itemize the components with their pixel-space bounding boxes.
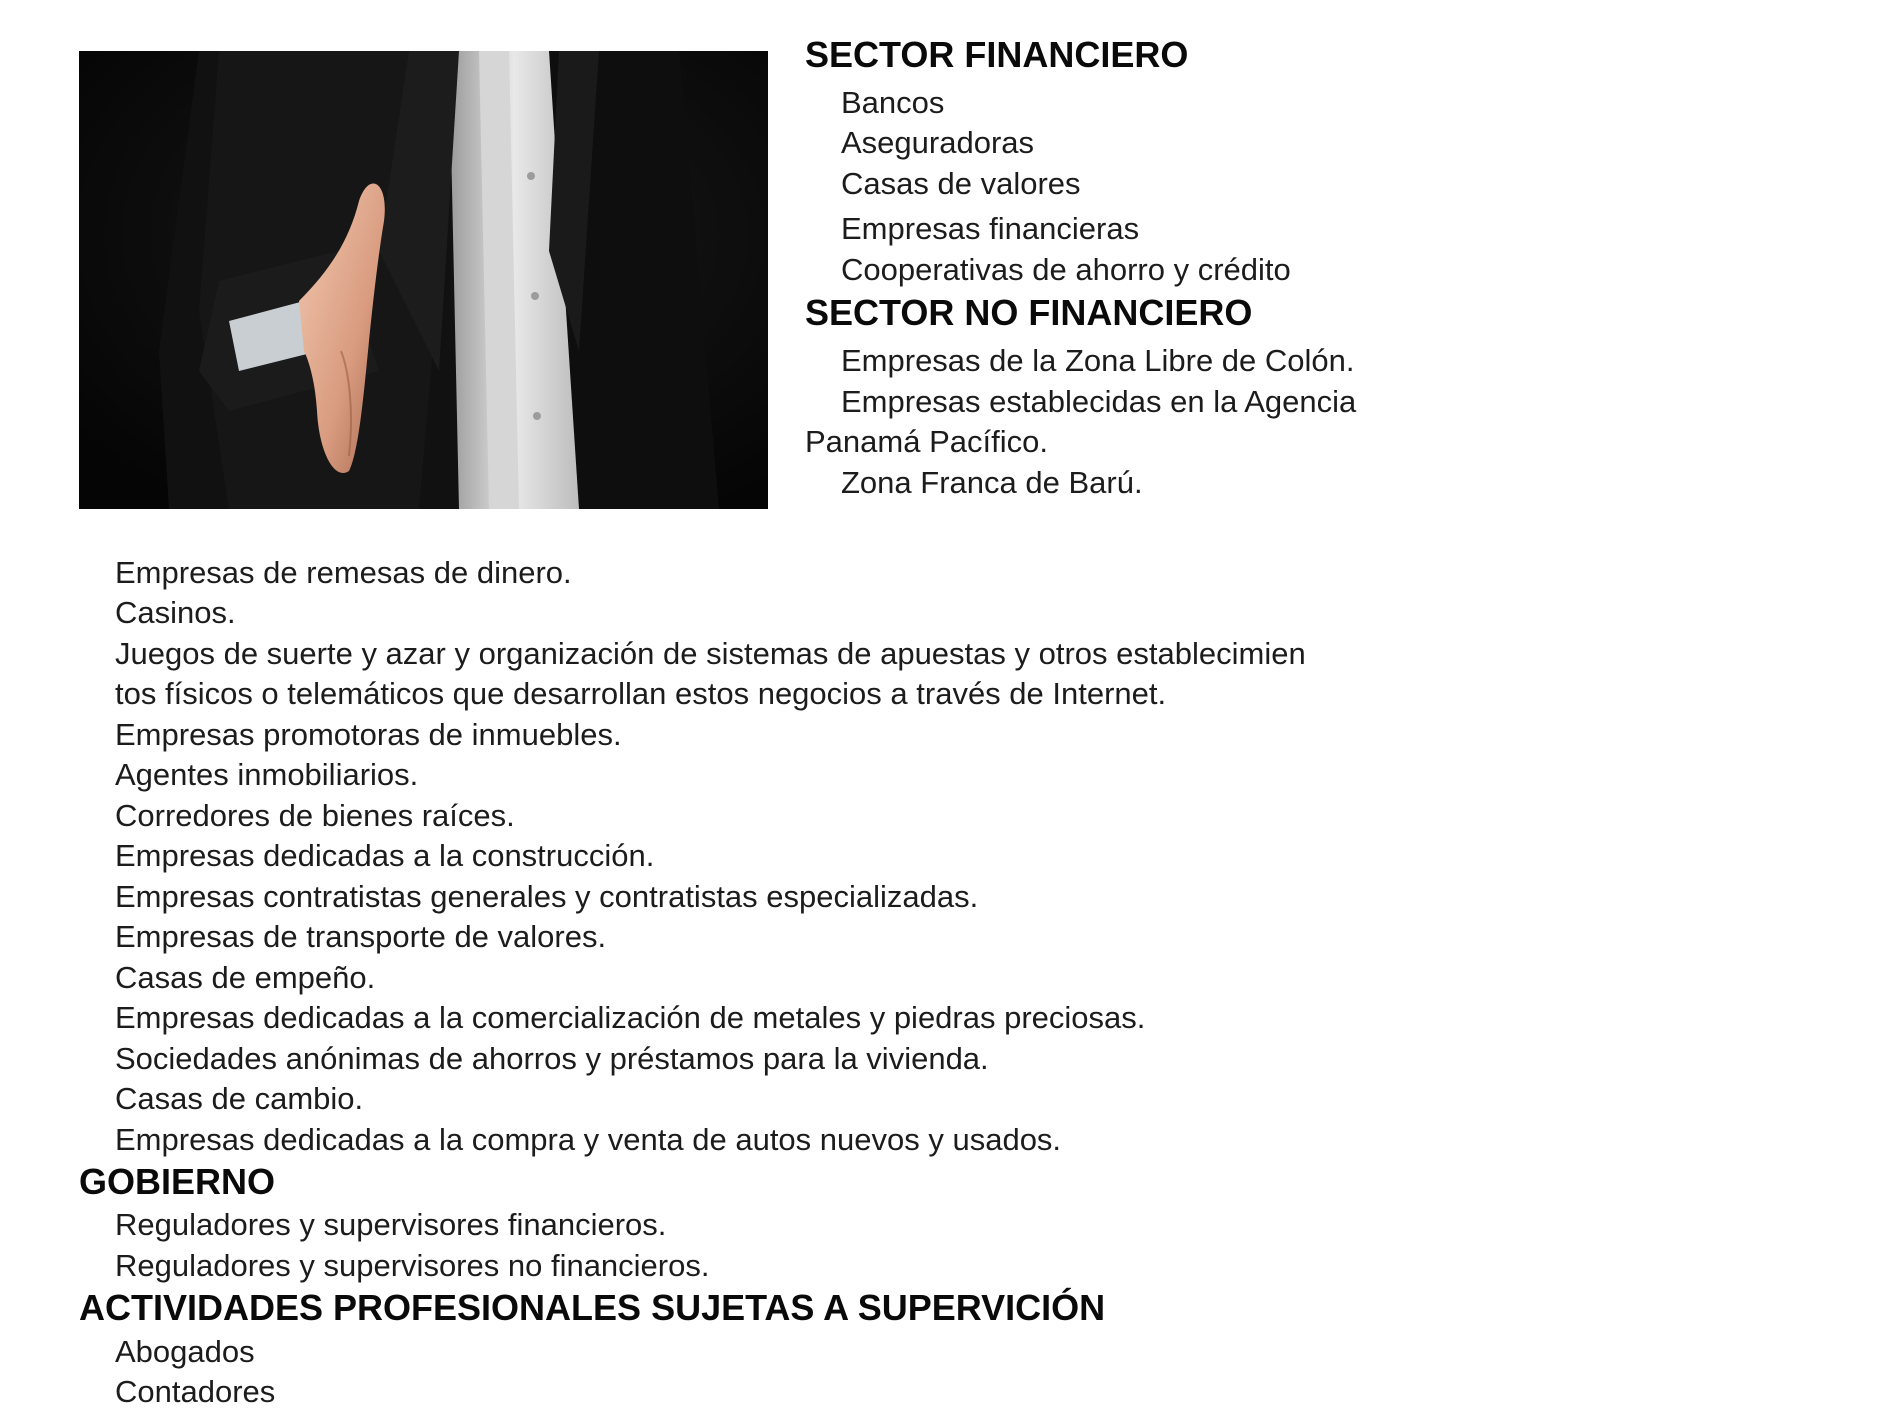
list-item: Empresas contratistas generales y contratistas especializadas.: [115, 879, 979, 914]
heading-actividades-profesionales: ACTIVIDADES PROFESIONALES SUJETAS A SUPERVICIÓN: [79, 1287, 1106, 1328]
list-item: Empresas de remesas de dinero.: [115, 555, 572, 590]
list-item: Panamá Pacífico.: [805, 424, 1048, 459]
list-item: Empresas de la Zona Libre de Colón.: [841, 343, 1355, 378]
list-item: Empresas dedicadas a la comercialización de metales y piedras preciosas.: [115, 1000, 1146, 1035]
heading-sector-no-financiero: SECTOR NO FINANCIERO: [805, 292, 1253, 333]
list-item: Casinos.: [115, 595, 236, 630]
list-item: Cooperativas de ahorro y crédito: [841, 252, 1291, 287]
list-item: Bancos: [841, 85, 945, 120]
list-item: Reguladores y supervisores financieros.: [115, 1207, 667, 1242]
list-item: Abogados: [115, 1334, 255, 1369]
list-item: Casas de valores: [841, 166, 1081, 201]
heading-sector-financiero: SECTOR FINANCIERO: [805, 34, 1189, 75]
list-item: Reguladores y supervisores no financieros.: [115, 1248, 710, 1283]
list-item: Empresas de transporte de valores.: [115, 919, 607, 954]
list-item: Empresas establecidas en la Agencia: [841, 384, 1357, 419]
list-item: Zona Franca de Barú.: [841, 465, 1143, 500]
list-item: Contadores: [115, 1374, 276, 1409]
list-item: Agentes inmobiliarios.: [115, 757, 419, 792]
list-item: tos físicos o telemáticos que desarrollan estos negocios a través de Internet.: [115, 676, 1167, 711]
heading-gobierno: GOBIERNO: [79, 1161, 276, 1202]
list-item: Empresas financieras: [841, 211, 1140, 246]
list-item: Casas de empeño.: [115, 960, 376, 995]
list-item: Empresas dedicadas a la compra y venta de autos nuevos y usados.: [115, 1122, 1062, 1157]
handshake-photo: [79, 51, 768, 509]
list-item: Empresas promotoras de inmuebles.: [115, 717, 622, 752]
list-item: Juegos de suerte y azar y organización de sistemas de apuestas y otros establecimien: [115, 636, 1306, 671]
list-item: Aseguradoras: [841, 125, 1035, 160]
list-item: Empresas dedicadas a la construcción.: [115, 838, 655, 873]
list-item: Corredores de bienes raíces.: [115, 798, 515, 833]
list-item: Sociedades anónimas de ahorros y préstamos para la vivienda.: [115, 1041, 989, 1076]
list-item: Casas de cambio.: [115, 1081, 364, 1116]
